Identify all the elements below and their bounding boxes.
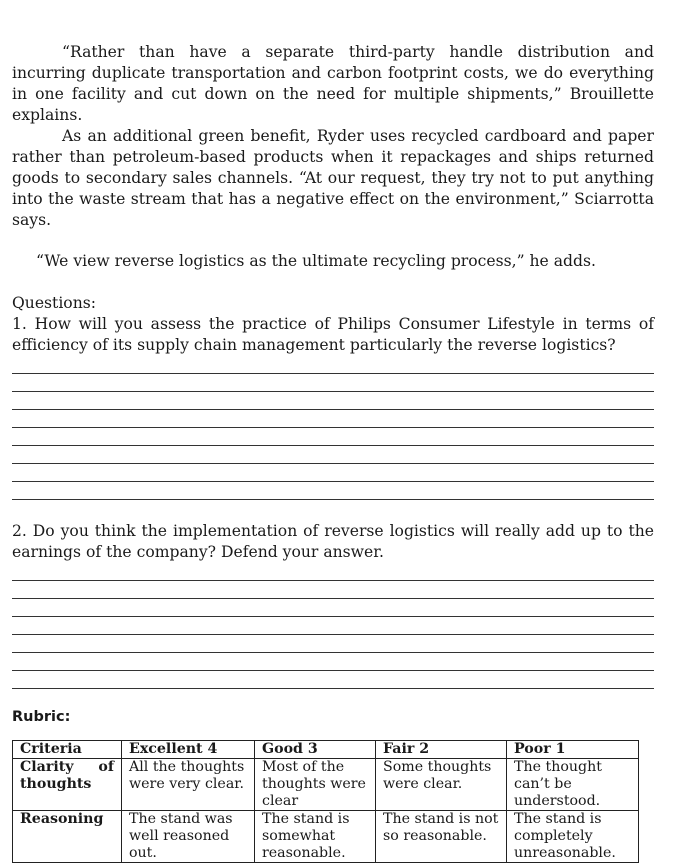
answer-line bbox=[12, 617, 654, 635]
answer-line bbox=[12, 356, 654, 374]
paragraph-brouillette-quote: “Rather than have a separate third-party handle distribution and incurring duplicate transportation and carbon footprint costs, we do everything in one facility and cut down on the need for multiple shipments,” Brouillette explains. bbox=[12, 43, 654, 124]
answer-line bbox=[12, 410, 654, 428]
rubric-row-clarity bbox=[13, 759, 639, 811]
questions-heading: Questions: bbox=[12, 294, 96, 312]
fair-cell: Some thoughts were clear. bbox=[376, 759, 507, 811]
question-2: 2. Do you think the implementation of reverse logistics will really add up to the earnings of the company? Defend your answer. bbox=[12, 522, 654, 561]
header-fair: Fair 2 bbox=[376, 741, 507, 759]
answer-line bbox=[12, 635, 654, 653]
header-excellent: Excellent 4 bbox=[122, 741, 255, 759]
answer-line bbox=[12, 392, 654, 410]
rubric-row-reasoning bbox=[13, 811, 639, 863]
header-criteria: Criteria bbox=[13, 741, 122, 759]
excellent-cell: All the thoughts were very clear. bbox=[122, 759, 255, 811]
answer-lines-q2[interactable] bbox=[12, 563, 654, 689]
good-cell: The stand is somewhat reasonable. bbox=[255, 811, 376, 863]
header-good: Good 3 bbox=[255, 741, 376, 759]
criteria-cell: Reasoning bbox=[13, 811, 122, 863]
criteria-cell: Clarity of thoughts bbox=[13, 759, 122, 811]
poor-cell: The thought can’t be understood. bbox=[507, 759, 639, 811]
answer-line bbox=[12, 464, 654, 482]
header-poor: Poor 1 bbox=[507, 741, 639, 759]
answer-line bbox=[12, 653, 654, 671]
answer-line bbox=[12, 563, 654, 581]
answer-line bbox=[12, 446, 654, 464]
answer-lines-q1[interactable] bbox=[12, 356, 654, 500]
answer-line bbox=[12, 599, 654, 617]
paragraph-green-benefit: As an additional green benefit, Ryder uses recycled cardboard and paper rather than petroleum-based products when it repackages and ships returned goods to secondary sales channels. “At our request, they try not to put anything into the waste stream that has a negative effect on the environment,” Sciarrotta says. bbox=[12, 127, 654, 229]
excellent-cell: The stand was well reasoned out. bbox=[122, 811, 255, 863]
poor-cell: The stand is completely unreasonable. bbox=[507, 811, 639, 863]
answer-line bbox=[12, 428, 654, 446]
question-1: 1. How will you assess the practice of Philips Consumer Lifestyle in terms of efficiency of its supply chain management particularly the reverse logistics? bbox=[12, 315, 654, 354]
rubric-table bbox=[12, 740, 639, 863]
rubric-heading: Rubric: bbox=[12, 709, 71, 725]
answer-line bbox=[12, 581, 654, 599]
answer-line bbox=[12, 671, 654, 689]
fair-cell: The stand is not so reasonable. bbox=[376, 811, 507, 863]
answer-line bbox=[12, 482, 654, 500]
rubric-header-row bbox=[13, 741, 639, 759]
good-cell: Most of the thoughts were clear bbox=[255, 759, 376, 811]
document-page bbox=[12, 42, 654, 863]
paragraph-recycling-quote: “We view reverse logistics as the ultimate recycling process,” he adds. bbox=[36, 252, 596, 270]
answer-line bbox=[12, 374, 654, 392]
